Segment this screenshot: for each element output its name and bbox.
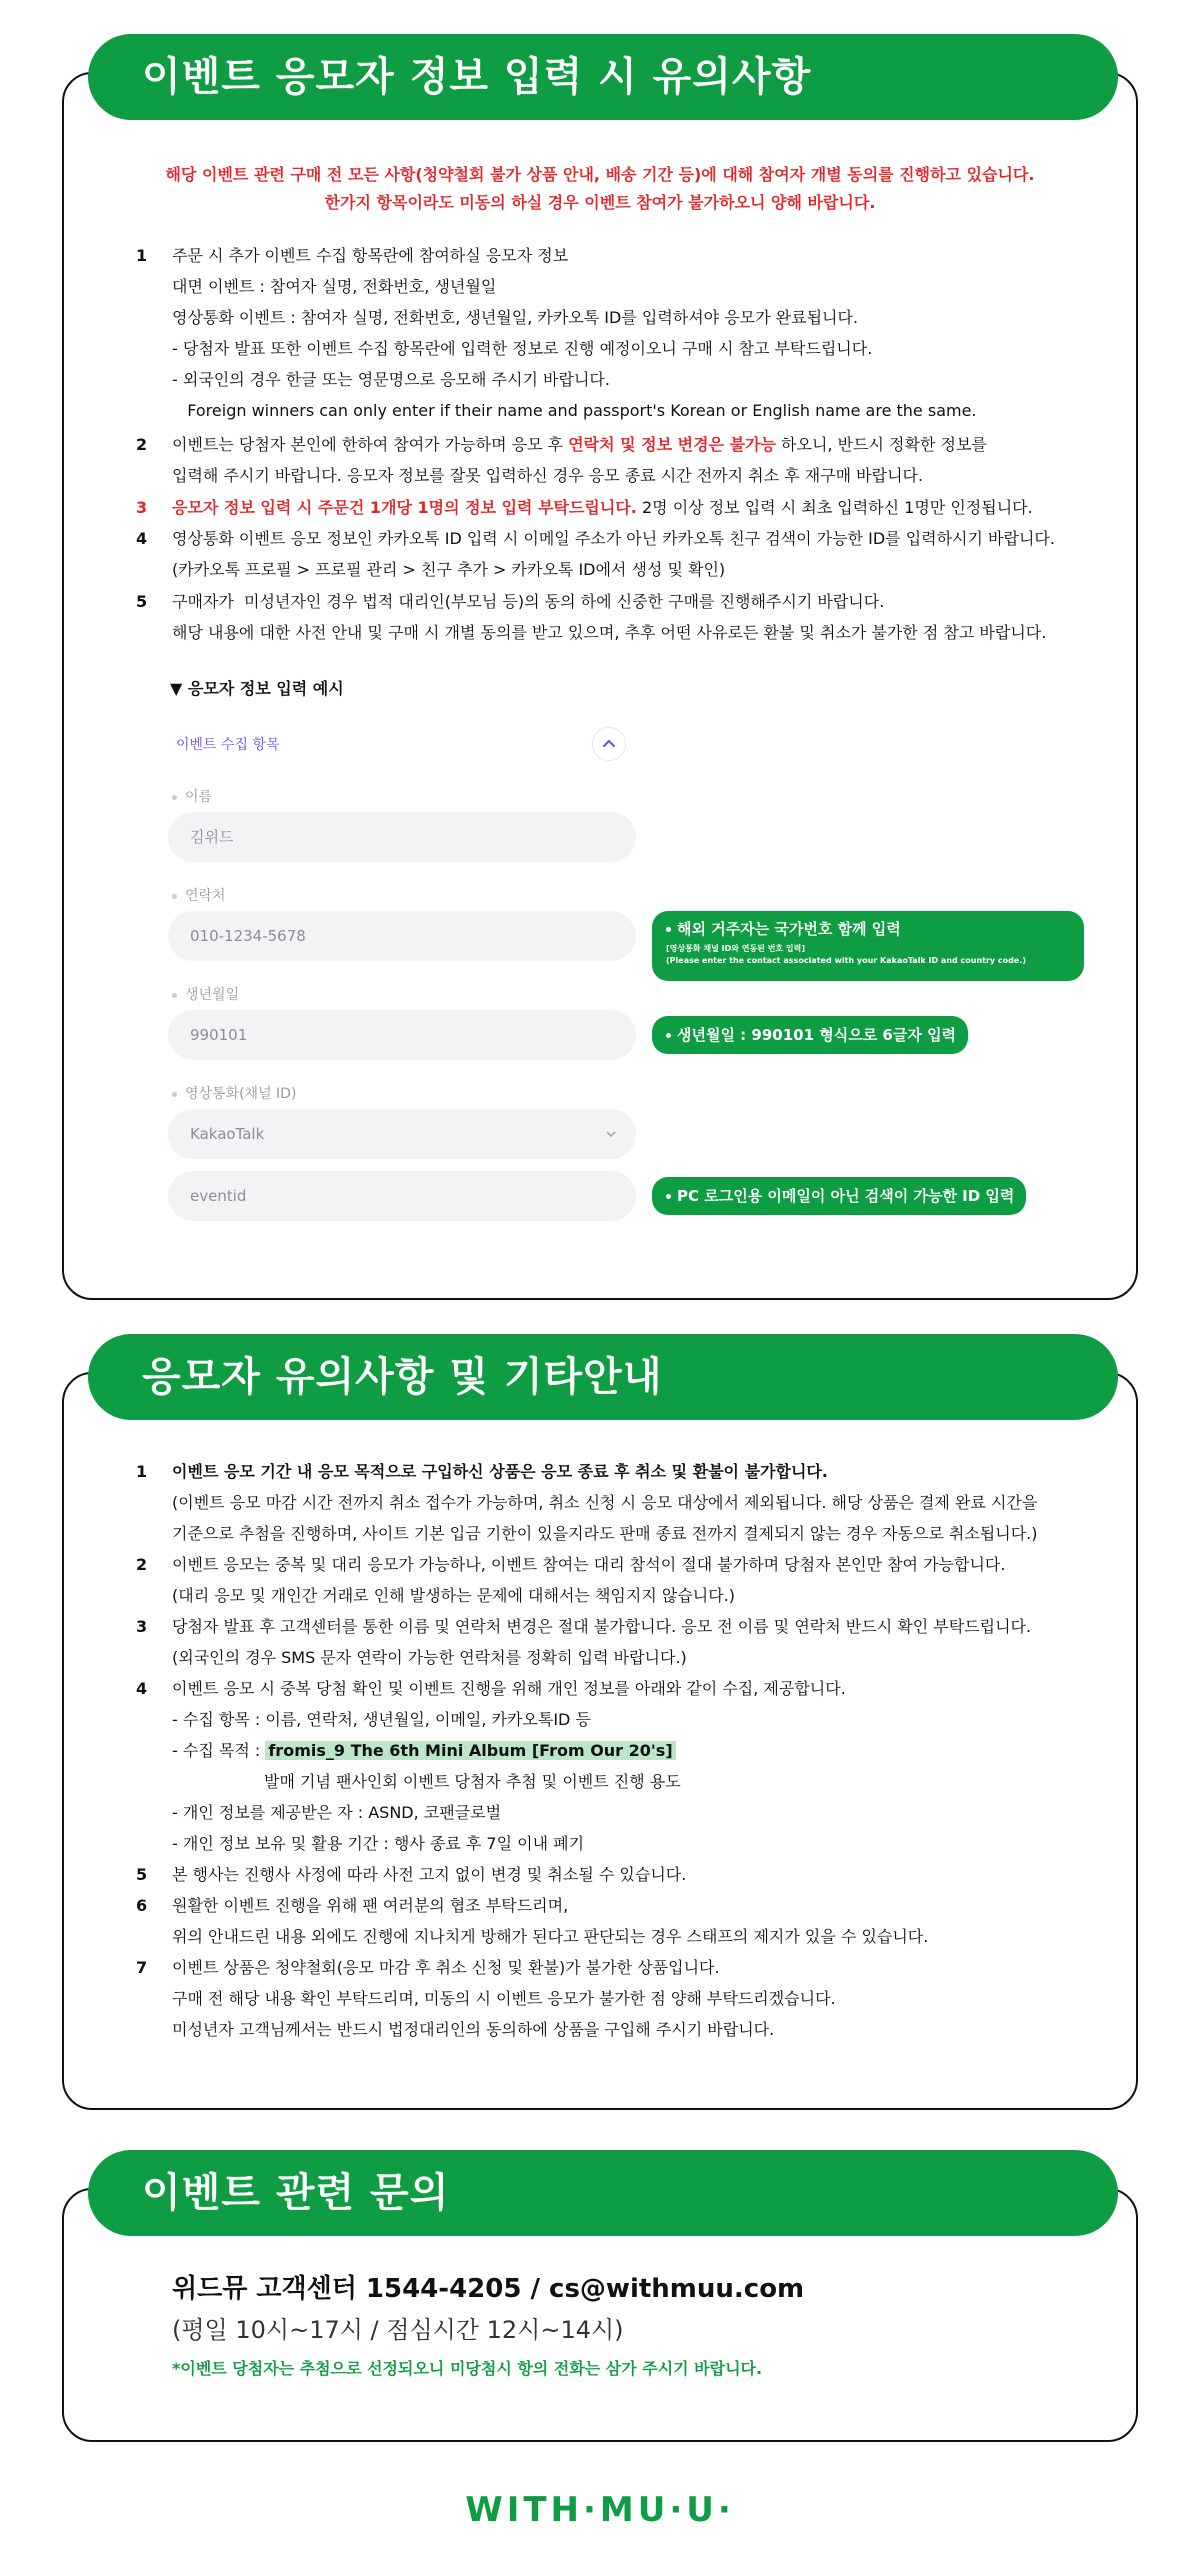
video-call-label: 영상통화(채널 ID) — [172, 1083, 296, 1103]
phone-field[interactable]: 010-1234-5678 — [168, 911, 636, 961]
list-item: 2 이벤트 응모는 중복 및 대리 응모가 가능하나, 이벤트 참여는 대리 참석이 절대 불가하며 당첨자 본인만 참여 가능합니다. (대리 응모 및 개인간 거래로 인해 발생하는 문제에 대해서는 책임지지 않습니다.) — [136, 1549, 1096, 1611]
contact-note: *이벤트 당첨자는 추첨으로 선정되오니 미당첨시 항의 전화는 삼가 주시기 바랍니다. — [172, 2359, 763, 2378]
item-line: (카카오톡 프로필 > 프로필 관리 > 친구 추가 > 카카오톡 ID에서 생성 및 확인) — [172, 560, 726, 579]
item-line: 위의 안내드린 내용 외에도 진행에 지나치게 방해가 된다고 판단되는 경우 스태프의 제지가 있을 수 있습니다. — [172, 1927, 929, 1946]
list-item: 5 본 행사는 진행사 사정에 따라 사전 고지 없이 변경 및 취소될 수 있습니다. — [136, 1859, 1096, 1890]
list-item — [172, 240, 977, 426]
item-line: 미성년자 고객님께서는 반드시 법정대리인의 동의하에 상품을 구입해 주시기 바랍니다. — [172, 2020, 775, 2039]
item-number: 2 — [136, 435, 148, 454]
section-title-pill — [88, 2150, 1118, 2236]
item-text: 이벤트는 당첨자 본인에 한하여 참여가 가능하며 응모 후 — [172, 435, 569, 454]
phone-tip-badge — [652, 911, 1084, 981]
item-line: 이벤트 상품은 청약철회(응모 마감 후 취소 신청 및 환불)가 불가한 상품입니다. — [172, 1958, 720, 1977]
item-line: 이벤트 응모 기간 내 응모 목적으로 구입하신 상품은 응모 종료 후 취소 및 환불이 불가합니다. — [172, 1462, 828, 1481]
item-line: 발매 기념 팬사인회 이벤트 당첨자 추첨 및 이벤트 진행 용도 — [264, 1772, 681, 1791]
id-tip-text: PC 로그인용 이메일이 아닌 검색이 가능한 ID 입력 — [677, 1187, 1015, 1205]
birth-field[interactable]: 990101 — [168, 1010, 636, 1060]
list-item: 6 원활한 이벤트 진행을 위해 팬 여러분의 협조 부탁드리며, 위의 안내드린 내용 외에도 진행에 지나치게 방해가 된다고 판단되는 경우 스태프의 제지가 있을 수 있습니다. — [136, 1890, 1096, 1952]
item-number: 4 — [136, 529, 148, 548]
item-line: - 개인 정보를 제공받은 자 : ASND, 코팬글로벌 — [172, 1803, 502, 1822]
item-line: 영상통화 이벤트 응모 정보인 카카오톡 ID 입력 시 이메일 주소가 아닌 카카오톡 친구 검색이 가능한 ID를 입력하시기 바랍니다. — [172, 529, 1055, 548]
item-line: 구매 전 해당 내용 확인 부탁드리며, 미동의 시 이벤트 응모가 불가한 점 양해 부탁드리겠습니다. — [172, 1989, 836, 2008]
item-line: Foreign winners can only enter if their name and passport's Korean or English name are the same. — [172, 401, 977, 420]
notice-line-1: 해당 이벤트 관련 구매 전 모든 사항(청약철회 불가 상품 안내, 배송 기간 등)에 대해 참여자 개별 동의를 진행하고 있습니다. — [165, 165, 1035, 184]
item-text: 하오니, 반드시 정확한 정보를 — [775, 435, 987, 454]
item-emphasis: 연락처 및 정보 변경은 불가능 — [568, 435, 776, 454]
item-emphasis: 응모자 정보 입력 시 주문건 1개당 1명의 정보 입력 부탁드립니다. — [172, 498, 637, 517]
item-line: 주문 시 추가 이벤트 수집 항목란에 참여하실 응모자 정보 — [172, 246, 569, 265]
list-item: 3 당첨자 발표 후 고객센터를 통한 이름 및 연락처 변경은 절대 불가합니다. 응모 전 이름 및 연락처 반드시 확인 부탁드립니다. (외국인의 경우 SMS 문자 연락이 가능한 연락처를 정확히 입력 바랍니다.) — [136, 1611, 1096, 1673]
item-line: 해당 내용에 대한 사전 안내 및 구매 시 개별 동의를 받고 있으며, 추후 어떤 사유로든 환불 및 취소가 불가한 점 참고 바랍니다. — [172, 623, 1047, 642]
birth-tip-text: 생년월일 : 990101 형식으로 6글자 입력 — [677, 1026, 957, 1044]
list-item — [172, 429, 987, 491]
channel-select[interactable] — [168, 1109, 636, 1159]
list-item: 4 이벤트 응모 시 중복 당첨 확인 및 이벤트 진행을 위해 개인 정보를 아래와 같이 수집, 제공합니다. - 수집 항목 : 이름, 연락처, 생년월일, 이메일, 카카오톡ID 등 - 수집 목적 : fromis_9 The 6th Mini Album [From Our 20's] 발매 기념 팬사인회 이벤트 당첨자 추첨 및 이벤트 진행 용도 - 개인 정보를 제공받은 자 : ASND, 코팬글로벌 - 개인 정보 보유 및 활용 기간 : 행사 종료 후 7일 이내 폐기 — [136, 1673, 1096, 1859]
id-tip-badge — [652, 1177, 1026, 1215]
notice-line-2: 한가지 항목이라도 미동의 하실 경우 이벤트 참여가 불가하오니 양해 바랍니다. — [324, 193, 876, 212]
list-item — [172, 492, 1033, 523]
item-line: 영상통화 이벤트 : 참여자 실명, 전화번호, 생년월일, 카카오톡 ID를 입력하셔야 응모가 완료됩니다. — [172, 308, 859, 327]
phone-tip-sub1: [영상통화 채널 ID와 연동된 번호 입력] — [666, 944, 806, 953]
phone-tip-sub2: (Please enter the contact associated with your KakaoTalk ID and country code.) — [666, 956, 1027, 965]
list-item — [172, 586, 1046, 648]
phone-tip-main: 해외 거주자는 국가번호 함께 입력 — [677, 920, 901, 938]
item-line: - 개인 정보 보유 및 활용 기간 : 행사 종료 후 7일 이내 폐기 — [172, 1834, 585, 1853]
section-title-pill — [88, 1334, 1118, 1420]
brand-logo: WITH·MU·U· — [465, 2490, 735, 2530]
section-title-pill — [88, 34, 1118, 120]
list-item: 7 이벤트 상품은 청약철회(응모 마감 후 취소 신청 및 환불)가 불가한 상품입니다. 구매 전 해당 내용 확인 부탁드리며, 미동의 시 이벤트 응모가 불가한 점 양해 부탁드리겠습니다. 미성년자 고객님께서는 반드시 법정대리인의 동의하에 상품을 구입해 주시기 바랍니다. — [136, 1952, 1096, 2045]
kakao-id-field[interactable]: eventid — [168, 1171, 636, 1221]
collapse-toggle[interactable] — [592, 727, 626, 761]
item-line: 기준으로 추첨을 진행하며, 사이트 기본 입금 기한이 있을지라도 판매 종료 전까지 결제되지 않는 경우 자동으로 취소됩니다.) — [172, 1524, 1038, 1543]
item-number: 1 — [136, 246, 148, 265]
item-line: 원활한 이벤트 진행을 위해 팬 여러분의 협조 부탁드리며, — [172, 1896, 569, 1915]
item-line: 본 행사는 진행사 사정에 따라 사전 고지 없이 변경 및 취소될 수 있습니다. — [172, 1865, 687, 1884]
chevron-down-icon — [604, 1127, 618, 1141]
channel-select-value: KakaoTalk — [190, 1125, 265, 1143]
item-number: 5 — [136, 592, 148, 611]
item-line: 대면 이벤트 : 참여자 실명, 전화번호, 생년월일 — [172, 277, 497, 296]
item-line: (이벤트 응모 마감 시간 전까지 취소 접수가 가능하며, 취소 신청 시 응모 대상에서 제외됩니다. 해당 상품은 결제 완료 시간을 — [172, 1493, 1038, 1512]
item-line: - 외국인의 경우 한글 또는 영문명으로 응모해 주시기 바랍니다. — [172, 370, 610, 389]
list-item: 1 이벤트 응모 기간 내 응모 목적으로 구입하신 상품은 응모 종료 후 취소 및 환불이 불가합니다. (이벤트 응모 마감 시간 전까지 취소 접수가 가능하며, 취소 신청 시 응모 대상에서 제외됩니다. 해당 상품은 결제 완료 시간을 기준으로 추첨을 진행하며, 사이트 기본 입금 기한이 있을지라도 판매 종료 전까지 결제되지 않는 경우 자동으로 취소됩니다.) — [136, 1456, 1096, 1549]
section-title: 응모자 유의사항 및 기타안내 — [142, 1354, 663, 1400]
guide-list — [136, 1456, 1096, 2045]
collect-section-label: 이벤트 수집 항목 — [176, 737, 280, 753]
item-line: 입력해 주시기 바랍니다. 응모자 정보를 잘못 입력하신 경우 응모 종료 시간 전까지 취소 후 재구매 바랍니다. — [172, 466, 924, 485]
name-field[interactable]: 김위드 — [168, 812, 636, 862]
item-line: - 수집 항목 : 이름, 연락처, 생년월일, 이메일, 카카오톡ID 등 — [172, 1710, 591, 1729]
item-number: 3 — [136, 498, 148, 517]
purpose-highlight: fromis_9 The 6th Mini Album [From Our 20's] — [265, 1741, 675, 1760]
item-line: 이벤트 응모 시 중복 당첨 확인 및 이벤트 진행을 위해 개인 정보를 아래와 같이 수집, 제공합니다. — [172, 1679, 846, 1698]
chevron-up-icon — [592, 727, 626, 761]
contact-line: 위드뮤 고객센터 1544-4205 / cs@withmuu.com — [172, 2274, 805, 2304]
contact-hours: (평일 10시~17시 / 점심시간 12시~14시) — [172, 2316, 624, 2344]
item-line: (대리 응모 및 개인간 거래로 인해 발생하는 문제에 대해서는 책임지지 않습니다.) — [172, 1586, 736, 1605]
phone-label: 연락처 — [172, 885, 226, 905]
purpose-label: - 수집 목적 : — [172, 1741, 266, 1760]
item-line: 이벤트 응모는 중복 및 대리 응모가 가능하나, 이벤트 참여는 대리 참석이 절대 불가하며 당첨자 본인만 참여 가능합니다. — [172, 1555, 1006, 1574]
item-line: 구매자가 미성년자인 경우 법적 대리인(부모님 등)의 동의 하에 신중한 구매를 진행해주시기 바랍니다. — [172, 592, 885, 611]
birth-label: 생년월일 — [172, 984, 239, 1004]
name-label: 이름 — [172, 786, 212, 806]
item-text: 2명 이상 정보 입력 시 최초 입력하신 1명만 인정됩니다. — [636, 498, 1033, 517]
item-line: - 당첨자 발표 또한 이벤트 수집 항목란에 입력한 정보로 진행 예정이오니 구매 시 참고 부탁드립니다. — [172, 339, 873, 358]
example-heading: ▼ 응모자 정보 입력 예시 — [170, 679, 344, 698]
birth-tip-badge — [652, 1016, 968, 1054]
section-title: 이벤트 관련 문의 — [142, 2170, 450, 2216]
list-item — [172, 523, 1055, 585]
section-title: 이벤트 응모자 정보 입력 시 유의사항 — [142, 54, 812, 100]
item-line: (외국인의 경우 SMS 문자 연락이 가능한 연락처를 정확히 입력 바랍니다.) — [172, 1648, 687, 1667]
item-line: 당첨자 발표 후 고객센터를 통한 이름 및 연락처 변경은 절대 불가합니다. 응모 전 이름 및 연락처 반드시 확인 부탁드립니다. — [172, 1617, 1032, 1636]
